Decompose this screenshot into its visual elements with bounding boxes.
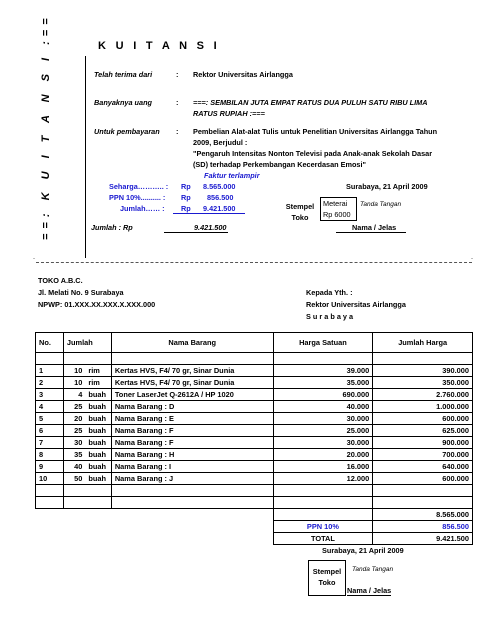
amount-words-line2: RATUS RUPIAH :=== (193, 109, 265, 118)
table-row (36, 473, 473, 485)
row-item: Kertas HVS, F4/ 70 gr, Sinar Dunia (111, 377, 273, 389)
row-no: 5 (36, 413, 64, 425)
row-qty: 30 (63, 437, 85, 449)
received-from-value: Rektor Universitas Airlangga (193, 70, 293, 79)
ppn-currency: Rp (181, 193, 191, 202)
table-row (36, 413, 473, 425)
receipt-side-label: ==: K U I T A N S I :== (40, 13, 52, 240)
row-item: Toner LaserJet Q-2612A / HP 1020 (111, 389, 273, 401)
row-total: 625.000 (373, 425, 473, 437)
table-row (36, 365, 473, 377)
row-qty: 25 (63, 425, 85, 437)
amount-words-line1: ===: SEMBILAN JUTA EMPAT RATUS DUA PULUH SATU RIBU LIMA (193, 98, 428, 107)
table-row (36, 425, 473, 437)
table-row (36, 449, 473, 461)
row-unit-price: 30.000 (273, 413, 373, 425)
meterai-line2: Rp 6000 (323, 210, 351, 219)
row-unit: buah (85, 437, 111, 449)
receipt-signature-label: Tanda Tangan (360, 201, 402, 208)
ppn-row-label: PPN 10% (273, 521, 373, 533)
row-total: 2.760.000 (373, 389, 473, 401)
purpose-line1: Pembelian Alat-alat Tulis untuk Penelitian Universitas Airlangga Tahun (193, 127, 438, 136)
col-header-no: No. (36, 333, 64, 353)
meterai-stamp (320, 197, 357, 221)
receipt-side-bar (30, 56, 86, 258)
row-qty: 35 (63, 449, 85, 461)
row-unit-price: 35.000 (273, 377, 373, 389)
purpose-line4: (SD) terhadap Perkembangan Kecerdasan Emosi" (193, 160, 366, 169)
table-empty-row (36, 485, 473, 497)
table-body (36, 365, 473, 485)
row-unit-price: 16.000 (273, 461, 373, 473)
separator-left-dot: . (33, 252, 36, 261)
amount-colon: : (176, 98, 179, 107)
table-row (36, 461, 473, 473)
receipt-title: K U I T A N S I (98, 40, 221, 52)
row-unit: buah (85, 413, 111, 425)
receipt-place-date: Surabaya, 21 April 2009 (346, 182, 428, 191)
stamp-line2: Toko (291, 213, 309, 222)
row-unit: buah (85, 425, 111, 437)
col-header-total-price: Jumlah Harga (373, 333, 473, 353)
table-row (36, 401, 473, 413)
purpose-line3: "Pengaruh Intensitas Nonton Televisi pada Anak-anak Sekolah Dasar (193, 149, 433, 158)
row-item: Nama Barang : E (111, 413, 273, 425)
jumlah-value: 9.421.500 (164, 223, 228, 233)
row-unit-price: 20.000 (273, 449, 373, 461)
invoice-place-date: Surabaya, 21 April 2009 (322, 546, 404, 555)
store-name: TOKO A.B.C. (38, 276, 83, 285)
row-no: 10 (36, 473, 64, 485)
price-label: Seharga……….. : (109, 182, 169, 191)
row-unit-price: 25.000 (273, 425, 373, 437)
ppn-value: 856.500 (207, 193, 234, 202)
row-unit: buah (85, 461, 111, 473)
row-no: 4 (36, 401, 64, 413)
row-item: Nama Barang : H (111, 449, 273, 461)
subtotal-row (36, 509, 473, 521)
row-total: 1.000.000 (373, 401, 473, 413)
row-total: 350.000 (373, 377, 473, 389)
row-total: 900.000 (373, 437, 473, 449)
receipt-store-stamp (283, 201, 317, 223)
total-row (36, 533, 473, 545)
invoice-name-title: Nama / Jelas (347, 586, 392, 595)
row-unit-price: 12.000 (273, 473, 373, 485)
price-value: 8.565.000 (203, 182, 236, 191)
total-underline (173, 213, 245, 214)
invoice-signature-label: Tanda Tangan (352, 566, 394, 573)
table-row (36, 389, 473, 401)
row-unit-price: 30.000 (273, 437, 373, 449)
table-empty-row (36, 497, 473, 509)
row-unit: rim (85, 377, 111, 389)
store-address: Jl. Melati No. 9 Surabaya (38, 288, 124, 297)
row-no: 9 (36, 461, 64, 473)
row-unit-price: 40.000 (273, 401, 373, 413)
row-item: Nama Barang : I (111, 461, 273, 473)
table-spacer-row (36, 353, 473, 365)
purpose-line2: 2009, Berjudul : (193, 138, 248, 147)
row-qty: 10 (63, 377, 85, 389)
row-unit: rim (85, 365, 111, 377)
price-currency: Rp (181, 182, 191, 191)
table-row (36, 377, 473, 389)
invoice-stamp-line1: Stempel (312, 567, 342, 576)
amount-label: Banyaknya uang (94, 98, 152, 107)
row-unit-price: 39.000 (273, 365, 373, 377)
invoice-stamp-line2: Toko (318, 578, 336, 587)
row-no: 2 (36, 377, 64, 389)
subtotal-value: 8.565.000 (373, 509, 473, 521)
col-header-item: Nama Barang (111, 333, 273, 353)
jumlah-label: Jumlah : Rp (91, 223, 133, 232)
total-row-value: 9.421.500 (373, 533, 473, 545)
cut-line (36, 262, 472, 263)
row-qty: 40 (63, 461, 85, 473)
row-qty: 4 (63, 389, 85, 401)
row-no: 7 (36, 437, 64, 449)
row-qty: 20 (63, 413, 85, 425)
store-npwp: NPWP: 01.XXX.XX.XXX.X.XXX.000 (38, 300, 156, 309)
row-qty: 10 (63, 365, 85, 377)
invoice-attached-note: Faktur terlampir (204, 171, 260, 180)
row-qty: 25 (63, 401, 85, 413)
row-item: Nama Barang : F (111, 437, 273, 449)
recipient-city: S u r a b a y a (306, 312, 354, 321)
invoice-store-stamp (308, 560, 346, 596)
separator-right-dot: . (471, 252, 474, 261)
row-item: Kertas HVS, F4/ 70 gr, Sinar Dunia (111, 365, 273, 377)
recipient-name: Rektor Universitas Airlangga (306, 300, 406, 309)
row-item: Nama Barang : J (111, 473, 273, 485)
row-unit: buah (85, 389, 111, 401)
row-unit: buah (85, 449, 111, 461)
received-from-label: Telah terima dari (94, 70, 153, 79)
total-label: Jumlah…… : (120, 204, 165, 213)
table-row (36, 437, 473, 449)
ppn-label: PPN 10%.......... : (109, 193, 166, 202)
row-unit: buah (85, 401, 111, 413)
row-unit: buah (85, 473, 111, 485)
row-total: 640.000 (373, 461, 473, 473)
recipient-label: Kepada Yth. : (306, 288, 353, 297)
purpose-label: Untuk pembayaran (94, 127, 160, 136)
receipt-name-title: Nama / Jelas (336, 223, 406, 233)
total-value: 9.421.500 (203, 204, 236, 213)
ppn-row (36, 521, 473, 533)
col-header-qty: Jumlah (63, 333, 111, 353)
row-total: 700.000 (373, 449, 473, 461)
total-row-label: TOTAL (273, 533, 373, 545)
row-no: 6 (36, 425, 64, 437)
row-qty: 50 (63, 473, 85, 485)
invoice-items-table (35, 332, 473, 545)
row-total: 600.000 (373, 413, 473, 425)
meterai-line1: Meterai (323, 199, 348, 208)
stamp-line1: Stempel (285, 202, 315, 211)
total-currency: Rp (181, 204, 191, 213)
row-no: 1 (36, 365, 64, 377)
row-unit-price: 690.000 (273, 389, 373, 401)
col-header-unit-price: Harga Satuan (273, 333, 373, 353)
row-item: Nama Barang : F (111, 425, 273, 437)
row-total: 390.000 (373, 365, 473, 377)
purpose-colon: : (176, 127, 179, 136)
row-no: 8 (36, 449, 64, 461)
table-header-row (36, 333, 473, 353)
row-no: 3 (36, 389, 64, 401)
row-total: 600.000 (373, 473, 473, 485)
row-item: Nama Barang : D (111, 401, 273, 413)
ppn-row-value: 856.500 (373, 521, 473, 533)
received-from-colon: : (176, 70, 179, 79)
